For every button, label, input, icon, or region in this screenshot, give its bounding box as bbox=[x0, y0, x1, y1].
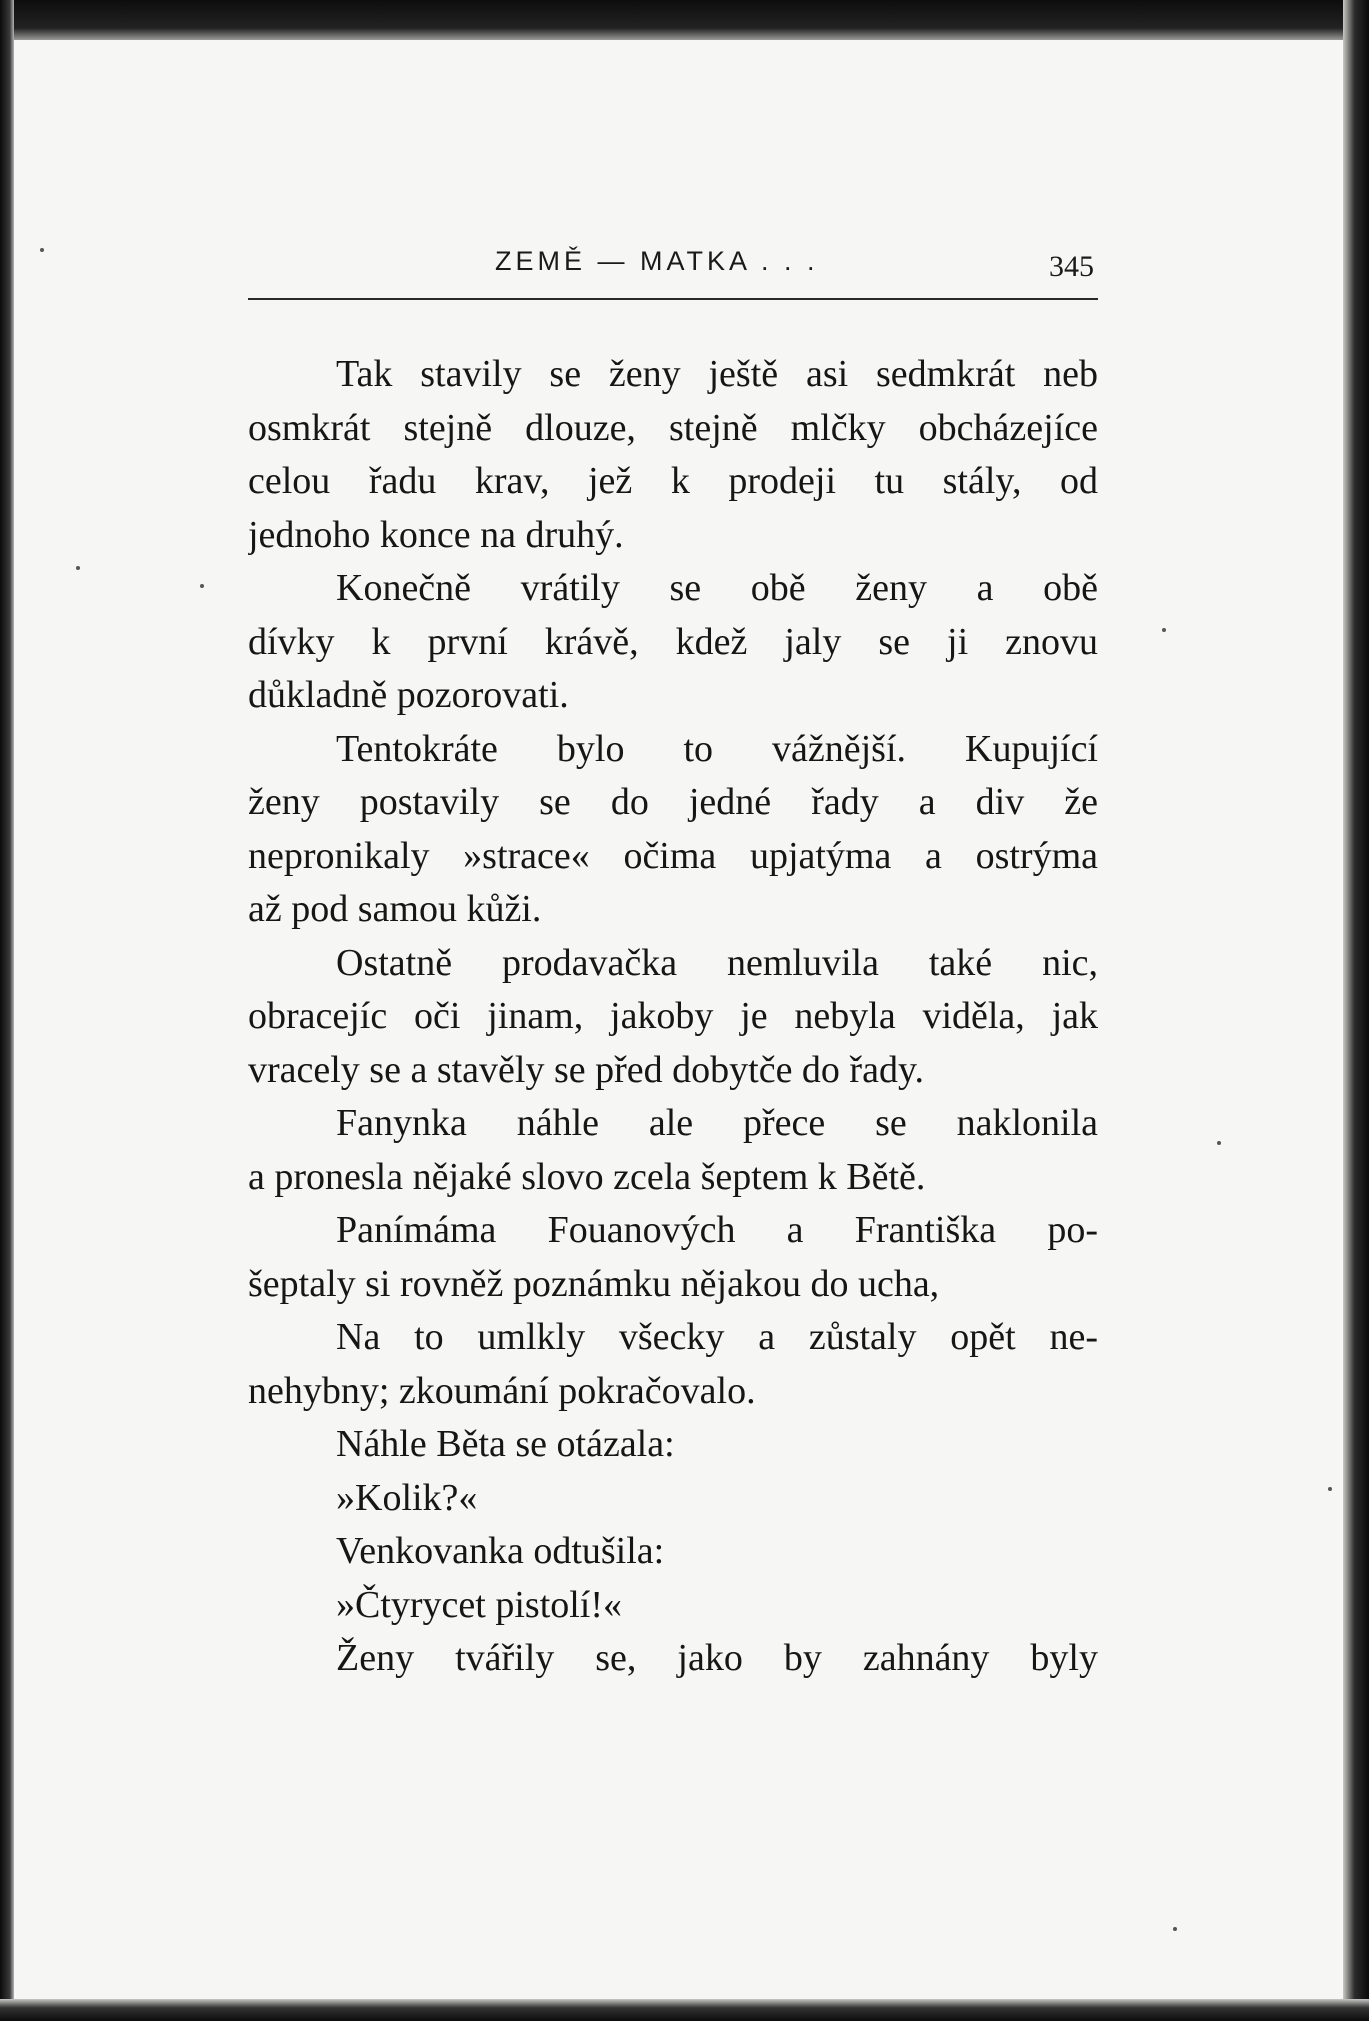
text-line: Ženy tvářily se, jako by zahnány byly bbox=[336, 1637, 1098, 1679]
text-line: celou řadu krav, jež k prodeji tu stály, od bbox=[248, 460, 1098, 502]
text-line: Konečně vrátily se obě ženy a obě bbox=[336, 567, 1098, 609]
text-line: důkladně pozorovati. bbox=[248, 674, 569, 716]
text-line: »Kolik?« bbox=[336, 1476, 478, 1519]
scan-speck bbox=[1217, 1141, 1221, 1145]
text-line: jednoho konce na druhý. bbox=[248, 513, 624, 556]
scan-speck bbox=[76, 566, 80, 570]
text-line: Fanynka náhle ale přece se naklonila bbox=[336, 1102, 1098, 1144]
text-line: Tak stavily se ženy ještě asi sedmkrát neb bbox=[336, 353, 1098, 395]
text-line: a pronesla nějaké slovo zcela šeptem k Bětě. bbox=[248, 1155, 926, 1198]
text-line: Na to umlkly všecky a zůstaly opět ne- bbox=[336, 1316, 1098, 1358]
scan-speck bbox=[1162, 628, 1166, 632]
scan-border-bottom bbox=[0, 1999, 1369, 2021]
running-head bbox=[248, 238, 1098, 298]
text-line: ženy postavily se do jedné řady a div že bbox=[248, 781, 1098, 823]
scan-border-top bbox=[0, 0, 1369, 40]
text-line: Panímáma Fouanových a Františka po- bbox=[336, 1209, 1098, 1251]
running-head-title: ZEMĚ — MATKA . . . bbox=[495, 246, 819, 276]
scan-speck bbox=[1328, 1487, 1332, 1491]
text-line: vracely se a stavěly se před dobytče do řady. bbox=[248, 1048, 924, 1091]
text-line: Venkovanka odtušila: bbox=[336, 1530, 665, 1572]
scan-speck bbox=[1173, 1927, 1177, 1931]
text-line: obracejíc oči jinam, jakoby je nebyla viděla, jak bbox=[248, 995, 1098, 1037]
scan-speck bbox=[40, 248, 44, 252]
text-line: až pod samou kůži. bbox=[248, 888, 542, 930]
page-number: 345 bbox=[1049, 250, 1094, 283]
text-line: nehybny; zkoumání pokračovalo. bbox=[248, 1369, 756, 1412]
text-line: Tentokráte bylo to vážnější. Kupující bbox=[336, 727, 1098, 770]
text-line: Ostatně prodavačka nemluvila také nic, bbox=[336, 941, 1098, 984]
text-line: Náhle Běta se otázala: bbox=[336, 1423, 675, 1465]
text-line: »Čtyrycet pistolí!« bbox=[336, 1583, 623, 1626]
scan-border-left bbox=[0, 0, 14, 2021]
scan-speck bbox=[200, 584, 204, 588]
text-line: nepronikaly »strace« očima upjatýma a ostrýma bbox=[248, 834, 1098, 877]
text-line: dívky k první krávě, kdež jaly se ji znovu bbox=[248, 620, 1098, 663]
text-line: osmkrát stejně dlouze, stejně mlčky obcházejíce bbox=[248, 406, 1098, 449]
body-text bbox=[248, 348, 1098, 1686]
scan-border-right bbox=[1343, 0, 1369, 2021]
text-line: šeptaly si rovněž poznámku nějakou do ucha, bbox=[248, 1262, 940, 1305]
header-rule bbox=[248, 298, 1098, 300]
